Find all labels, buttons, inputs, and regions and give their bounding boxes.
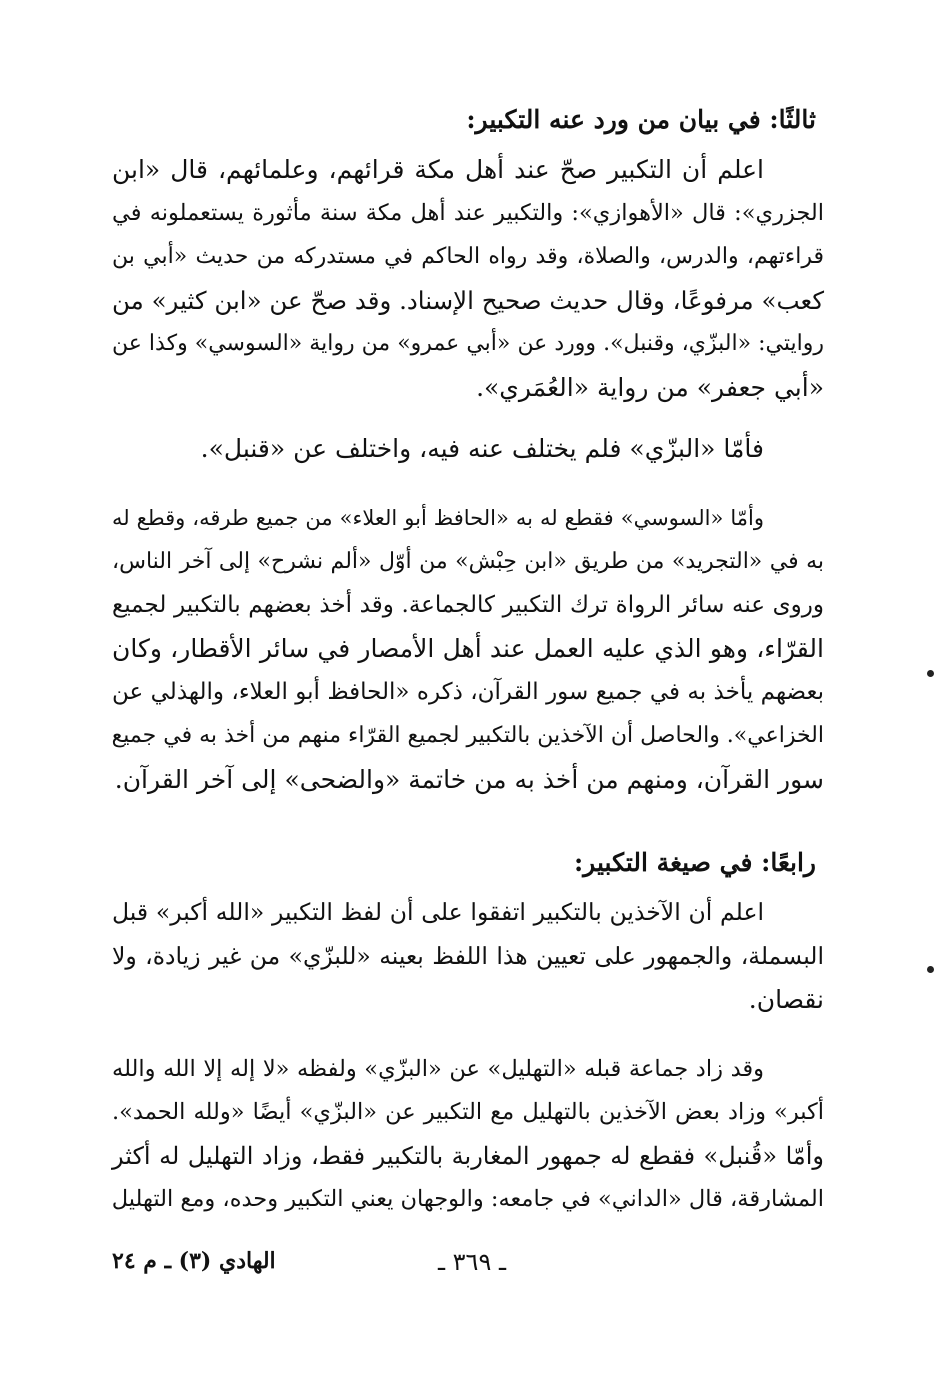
text-line: بعضهم يأخذ به في جميع سور القرآن، ذكره «الحافظ أبو العلاء، والهذلي عن — [112, 678, 824, 705]
text-line: الخزاعي». والحاصل أن الآخذين بالتكبير لجميع القرّاء منهم من أخذ به في جميع — [111, 723, 824, 748]
text-line: سور القرآن، ومنهم من أخذ به من خاتمة «والضحى» إلى آخر القرآن. — [114, 764, 824, 794]
paragraph-4-1 — [112, 891, 824, 1022]
text-line: «أبي جعفر» من رواية «العُمَري». — [476, 372, 824, 402]
text-line: الجزري»: قال «الأهوازي»: والتكبير عند أهل مكة سنة مأثورة يستعملونه في — [112, 199, 824, 226]
text-line: روايتي: «البزّي، وقنبل». وورد عن «أبي عمرو» من رواية «السوسي» وكذا عن — [112, 331, 824, 356]
text-line: البسملة، والجمهور على تعيين هذا اللفظ بعينه «للبزّي» من غير زيادة، ولا — [112, 941, 824, 970]
text-line: وأمّا «قُنبل» فقطع له جمهور المغاربة بالتكبير فقط، وزاد التهليل له أكثر — [112, 1141, 824, 1170]
text-line: وأمّا «السوسي» فقطع له به «الحافظ أبو العلاء» من جميع طرقه، وقطع له — [112, 505, 764, 530]
text-line: قراءتهم، والدرس، والصلاة، وقد رواه الحاكم في مستدركه من حديث «أبي بن — [112, 244, 824, 269]
text-line: اعلم أن الآخذين بالتكبير اتفقوا على أن لفظ التكبير «الله أكبر» قبل — [112, 898, 764, 926]
text-line: به في «التجريد» من طريق «ابن حِبْش» من أوّل «ألم نشرح» إلى آخر الناس، — [112, 549, 824, 574]
paragraph-3-3 — [112, 497, 824, 802]
text-line: وروى عنه سائر الرواة ترك التكبير كالجماعة. وقد أخذ بعضهم بالتكبير لجميع — [112, 591, 824, 618]
paragraph-3-2 — [112, 427, 824, 471]
text-line: أكبر» وزاد بعض الآخذين بالتهليل مع التكبير عن «البزّي» أيضًا «ولله الحمد». — [112, 1099, 824, 1125]
paragraph-4-2 — [112, 1048, 824, 1222]
margin-dot — [927, 670, 934, 677]
margin-dot — [927, 966, 934, 973]
paragraph-3-1 — [112, 148, 824, 409]
text-line: اعلم أن التكبير صحّ عند أهل مكة قرائهم، وعلمائهم، قال «ابن — [112, 155, 764, 184]
page-body — [112, 100, 824, 1222]
text-line: المشارقة، قال «الداني» في جامعه: والوجهان يعني التكبير وحده، ومع التهليل — [111, 1186, 824, 1212]
section-heading-3: ثالثًا: في بيان من ورد عنه التكبير: — [466, 105, 816, 134]
text-line: فأمّا «البزّي» فلم يختلف عنه فيه، واختلف عن «قنبل». — [200, 434, 764, 463]
text-line: نقصان. — [748, 985, 824, 1014]
section-heading-4: رابعًا: في صيغة التكبير: — [573, 848, 816, 877]
text-line: كعب» مرفوعًا، وقال حديث صحيح الإسناد. وقد صحّ عن «ابن كثير» من — [112, 285, 824, 315]
page-number: ـ ٣٦٩ ـ — [437, 1248, 506, 1276]
text-line: القرّاء، وهو الذي عليه العمل عند أهل الأمصار في سائر الأقطار، وكان — [112, 634, 824, 663]
text-line: وقد زاد جماعة قبله «التهليل» عن «البزّي» ولفظه «لا إله إلا الله والله — [112, 1055, 764, 1082]
signature-mark: الهادي (٣) ـ م ٢٤ — [112, 1248, 276, 1274]
page-footer — [112, 1248, 824, 1288]
